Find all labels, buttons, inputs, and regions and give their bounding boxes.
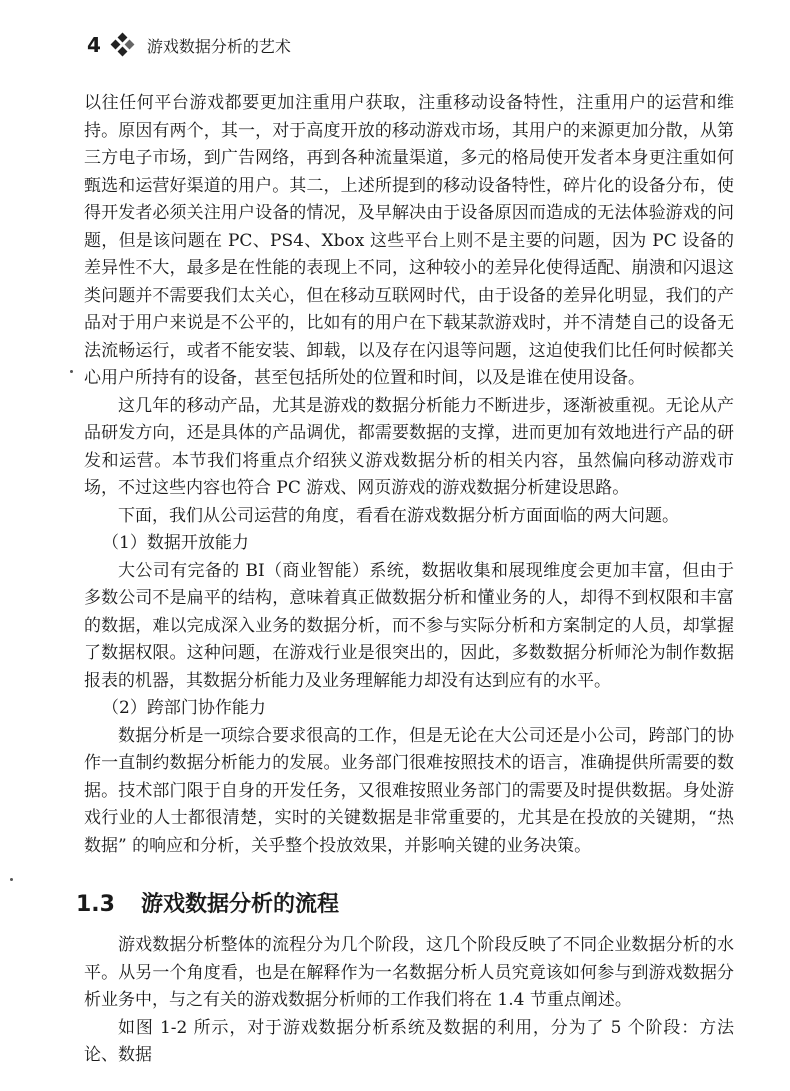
page-header xyxy=(87,30,291,60)
margin-dot xyxy=(10,878,13,881)
problem-2-paragraph: 数据分析是一项综合要求很高的工作，但是无论在大公司还是小公司，跨部门的协作一直制约数据分析能力的发展。业务部门很难按照技术的语言，准确提供所需要的数据。技术部门限于自身的开发任务，又很难按照业务部门的需要及时提供数据。身处游戏行业的人士都很清楚，实时的关键数据是非常重要的，尤其是在投放的关键期，“热数据” 的响应和分析，关乎整个投放效果，并影响关键的业务决策。 xyxy=(84,725,734,856)
section-paragraph-1: 游戏数据分析整体的流程分为几个阶段，这几个阶段反映了不同企业数据分析的水平。从另一个角度看，也是在解释作为一名数据分析人员究竟该如何参与到游戏数据分析业务中，与之有关的游戏数据分析师的工作我们将在 1.4 节重点阐述。 xyxy=(84,935,734,1010)
problems-intro-paragraph: 下面，我们从公司运营的角度，看看在游戏数据分析方面面临的两大问题。 xyxy=(118,505,679,526)
section-heading xyxy=(76,887,734,918)
section-number: 1.3 xyxy=(76,892,115,917)
problem-1-heading: （1）数据开放能力 xyxy=(102,533,249,553)
mobile-analysis-paragraph: 这几年的移动产品，尤其是游戏的数据分析能力不断进步，逐渐被重视。无论从产品研发方向，还是具体的产品调优，都需要数据的支撑，进而更加有效地进行产品的研发和运营。本节我们将重点介绍狭义游戏数据分析的相关内容，虽然偏向移动游戏市场，不过这些内容也符合 PC 游戏、网页游戏的游戏数据分析建设思路。 xyxy=(84,395,734,498)
section-title: 游戏数据分析的流程 xyxy=(140,892,339,917)
intro-paragraph: 以往任何平台游戏都要更加注重用户获取，注重移动设备特性，注重用户的运营和维持。原因有两个，其一，对于高度开放的移动游戏市场，其用户的来源更加分散，从第三方电子市场，到广告网络，再到各种流量渠道，多元的格局使开发者本身更注重如何甄选和运营好渠道的用户。其二，上述所提到的移动设备特性，碎片化的设备分布，使得开发者必须关注用户设备的情况，及早解决由于设备原因而造成的无法体验游戏的问题，但是该问题在 PC、PS4、Xbox 这些平台上则不是主要的问题，因为 PC 设备的差异性不大，最多是在性能的表现上不同，这种较小的差异化使得适配、崩溃和闪退这类问题并不需要我们太关心，但在移动互联网时代，由于设备的差异化明显，我们的产品对于用户来说是不公平的，比如有的用户在下载某款游戏时，并不清楚自己的设备无法流畅运行，或者不能安装、卸载，以及存在闪退等问题，这迫使我们比任何时候都关心用户所持有的设备，甚至包括所处的位置和时间，以及是谁在使用设备。 xyxy=(84,93,734,388)
problem-2-heading: （2）跨部门协作能力 xyxy=(102,698,266,718)
problem-1-paragraph: 大公司有完备的 BI（商业智能）系统，数据收集和展现维度会更加丰富，但由于多数公司不是扁平的结构，意味着真正做数据分析和懂业务的人，却得不到权限和丰富的数据，难以完成深入业务的数据分析，而不参与实际分析和方案制定的人员，却掌握了数据权限。这种问题，在游戏行业是很突出的，因此，多数数据分析师沦为制作数据报表的机器，其数据分析能力及业务理解能力却没有达到应有的水平。 xyxy=(84,560,734,691)
book-title: 游戏数据分析的艺术 xyxy=(146,36,291,56)
section-paragraph-2: 如图 1-2 所示，对于游戏数据分析系统及数据的利用，分为了 5 个阶段：方法论、数据 xyxy=(84,1017,734,1065)
page-body xyxy=(76,90,734,1070)
page-number: 4 xyxy=(87,33,101,57)
margin-dot xyxy=(70,370,73,373)
diamond-ornament-icon xyxy=(111,33,135,57)
